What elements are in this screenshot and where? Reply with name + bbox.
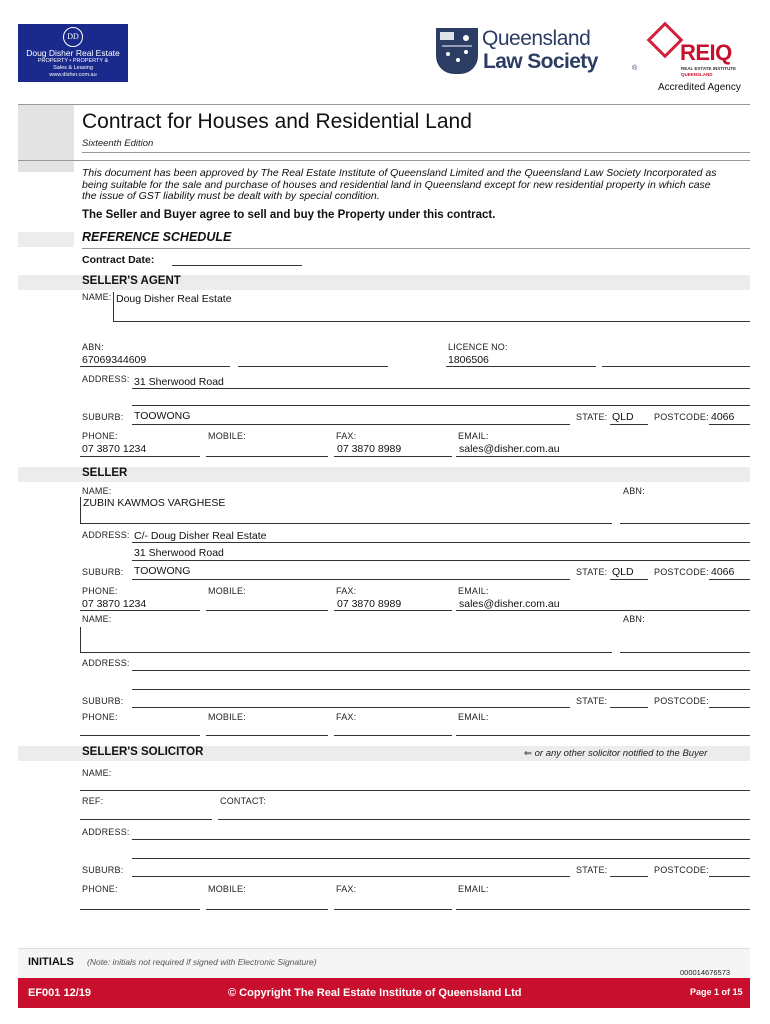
dd-logo-tag: PROPERTY • PROPERTY & xyxy=(37,58,109,64)
seller-state-line xyxy=(610,579,648,580)
agent-address-label: ADDRESS: xyxy=(82,374,130,384)
agent-suburb-value[interactable]: TOOWONG xyxy=(134,410,191,422)
initials-note: (Note: initials not required if signed with Electronic Signature) xyxy=(87,957,317,967)
title-bottom-rule xyxy=(82,152,750,153)
seller-address-label: ADDRESS: xyxy=(82,530,130,540)
footer-bar xyxy=(18,978,750,1008)
solicitor-name-label: NAME: xyxy=(82,768,112,778)
dd-monogram: DD xyxy=(63,27,83,47)
agent-name-label: NAME: xyxy=(82,292,112,302)
seller-abn-line xyxy=(620,523,750,524)
seller-state-label: STATE: xyxy=(576,567,608,577)
agent-postcode-line xyxy=(709,424,750,425)
solicitor-mobile-line[interactable] xyxy=(206,909,328,910)
solicitor-postcode-label: POSTCODE: xyxy=(654,865,709,875)
agent-postcode-value[interactable]: 4066 xyxy=(711,411,735,423)
seller2-address-label: ADDRESS: xyxy=(82,658,130,668)
agent-mobile-line xyxy=(206,456,328,457)
seller-state-value[interactable]: QLD xyxy=(612,566,634,578)
title-top-rule xyxy=(18,104,750,105)
agent-licence-value[interactable]: 1806506 xyxy=(448,354,489,366)
qls-registered: ® xyxy=(632,65,638,72)
seller2-name-line[interactable] xyxy=(80,652,612,653)
agent-phone-line xyxy=(80,456,200,457)
seller2-postcode-label: POSTCODE: xyxy=(654,696,709,706)
seller-email-line xyxy=(456,610,750,611)
seller2-state-label: STATE: xyxy=(576,696,608,706)
document-barcode-number: 000014676573 xyxy=(680,968,731,977)
seller2-name-bracket xyxy=(80,627,81,653)
seller2-postcode-line[interactable] xyxy=(709,707,750,708)
seller-suburb-value[interactable]: TOOWONG xyxy=(134,565,191,577)
seller2-phone-label: PHONE: xyxy=(82,712,118,722)
solicitor-heading: SELLER'S SOLICITOR xyxy=(82,746,204,758)
doug-disher-logo xyxy=(18,24,128,82)
qls-wordmark-bottom: Law Society xyxy=(483,50,598,73)
approval-text: This document has been approved by The Real Estate Institute of Queensland Limited and the Queensland Law Society Incorporated as being suitable for the sale and purchase of houses and residential land in Queensland except for new residential property in which case the issue of GST liability must be dealt with by special condition. xyxy=(82,167,717,202)
dd-logo-name: Doug Disher Real Estate xyxy=(26,48,120,58)
sellers-agent-heading: SELLER'S AGENT xyxy=(82,275,181,287)
reiq-diamond-icon xyxy=(647,22,684,59)
seller-address-rule xyxy=(132,542,750,543)
seller-mobile-label: MOBILE: xyxy=(208,586,246,596)
copyright: © Copyright The Real Estate Institute of Queensland Ltd xyxy=(228,987,522,999)
seller2-fax-label: FAX: xyxy=(336,712,357,722)
contract-date-field[interactable] xyxy=(172,265,302,266)
qls-crest-icon xyxy=(436,28,478,74)
seller-name-value[interactable]: ZUBIN KAWMOS VARGHESE xyxy=(83,497,226,509)
seller-address-line1[interactable]: C/- Doug Disher Real Estate xyxy=(134,530,267,542)
agent-state-label: STATE: xyxy=(576,412,608,422)
solicitor-suburb-line[interactable] xyxy=(132,876,570,877)
solicitor-postcode-line[interactable] xyxy=(709,876,750,877)
seller2-mobile-line[interactable] xyxy=(206,735,328,736)
agent-licence-label: LICENCE NO: xyxy=(448,342,508,352)
agent-fax-line xyxy=(334,456,452,457)
agent-address-line xyxy=(132,388,750,389)
agent-abn-value[interactable]: 67069344609 xyxy=(82,354,147,366)
agent-email-label: EMAIL: xyxy=(458,431,489,441)
agent-licence-line2 xyxy=(602,366,750,367)
seller-name-bracket xyxy=(80,497,81,523)
solicitor-ref-line[interactable] xyxy=(80,819,212,820)
seller2-address-line2[interactable] xyxy=(132,689,750,690)
seller-name-label: NAME: xyxy=(82,486,112,496)
solicitor-address-label: ADDRESS: xyxy=(82,827,130,837)
solicitor-mobile-label: MOBILE: xyxy=(208,884,246,894)
seller-heading: SELLER xyxy=(82,467,128,479)
seller2-address-line[interactable] xyxy=(132,670,750,671)
agent-address-line2 xyxy=(132,405,750,406)
agent-postcode-label: POSTCODE: xyxy=(654,412,709,422)
solicitor-note xyxy=(524,748,707,759)
solicitor-state-label: STATE: xyxy=(576,865,608,875)
reference-bar xyxy=(18,232,74,247)
seller2-email-line[interactable] xyxy=(456,735,750,736)
agent-abn-label: ABN: xyxy=(82,342,104,352)
agent-name-value[interactable]: Doug Disher Real Estate xyxy=(116,293,232,305)
agent-fax-label: FAX: xyxy=(336,431,357,441)
solicitor-state-line[interactable] xyxy=(610,876,648,877)
seller-bar xyxy=(18,467,750,482)
solicitor-contact-label: CONTACT: xyxy=(220,796,266,806)
seller2-suburb-label: SUBURB: xyxy=(82,696,124,706)
seller2-phone-line[interactable] xyxy=(80,735,200,736)
solicitor-email-line[interactable] xyxy=(456,909,750,910)
solicitor-address-line2[interactable] xyxy=(132,858,750,859)
seller-address-rule2 xyxy=(132,560,750,561)
seller-suburb-line xyxy=(132,579,570,580)
agent-state-line xyxy=(610,424,648,425)
dd-logo-web: www.disher.com.au xyxy=(49,72,97,78)
agent-state-value[interactable]: QLD xyxy=(612,411,634,423)
agent-suburb-label: SUBURB: xyxy=(82,412,124,422)
reference-rule xyxy=(82,248,750,249)
initials-label: INITIALS xyxy=(28,956,74,968)
seller-suburb-label: SUBURB: xyxy=(82,567,124,577)
reference-schedule-heading: REFERENCE SCHEDULE xyxy=(82,230,232,244)
seller2-email-label: EMAIL: xyxy=(458,712,489,722)
agent-email-line xyxy=(456,456,750,457)
page-number: Page 1 of 15 xyxy=(690,987,743,997)
agent-phone-value[interactable]: 07 3870 1234 xyxy=(82,443,147,455)
solicitor-fax-label: FAX: xyxy=(336,884,357,894)
title-side-box xyxy=(18,104,74,172)
seller-postcode-label: POSTCODE: xyxy=(654,567,709,577)
agent-fax-value[interactable]: 07 3870 8989 xyxy=(337,443,402,455)
agent-abn-line2 xyxy=(238,366,388,367)
seller2-name-label: NAME: xyxy=(82,614,112,624)
solicitor-suburb-label: SUBURB: xyxy=(82,865,124,875)
seller-fax-value[interactable]: 07 3870 8989 xyxy=(337,598,402,610)
solicitor-address-line[interactable] xyxy=(132,839,750,840)
seller-fax-line xyxy=(334,610,452,611)
qls-wordmark-top: Queensland xyxy=(482,27,591,50)
agent-address-value[interactable]: 31 Sherwood Road xyxy=(134,376,224,388)
agent-suburb-line xyxy=(132,424,570,425)
title-section-rule xyxy=(18,160,750,161)
seller-phone-line xyxy=(80,610,200,611)
agreement-text: The Seller and Buyer agree to sell and buy the Property under this contract. xyxy=(82,209,496,221)
agent-abn-line xyxy=(80,366,230,367)
reiq-subtitle-state: QUEENSLAND xyxy=(681,72,713,77)
page-title: Contract for Houses and Residential Land xyxy=(82,110,472,133)
edition: Sixteenth Edition xyxy=(82,138,154,149)
solicitor-phone-line[interactable] xyxy=(80,909,200,910)
agent-mobile-label: MOBILE: xyxy=(208,431,246,441)
agent-name-line xyxy=(113,321,750,322)
agent-name-bracket xyxy=(113,292,114,322)
seller-fax-label: FAX: xyxy=(336,586,357,596)
agent-licence-line xyxy=(446,366,596,367)
agent-phone-label: PHONE: xyxy=(82,431,118,441)
seller-email-value[interactable]: sales@disher.com.au xyxy=(459,598,560,610)
contract-date-label: Contract Date: xyxy=(82,254,155,266)
seller2-abn-line[interactable] xyxy=(620,652,750,653)
seller-abn-label: ABN: xyxy=(623,486,645,496)
seller-name-line xyxy=(80,523,612,524)
solicitor-email-label: EMAIL: xyxy=(458,884,489,894)
form-code: EF001 12/19 xyxy=(28,987,91,999)
left-arrow-icon: ⇐ xyxy=(524,748,532,759)
seller2-abn-label: ABN: xyxy=(623,614,645,624)
seller-mobile-line xyxy=(206,610,328,611)
seller2-state-line[interactable] xyxy=(610,707,648,708)
seller-phone-value[interactable]: 07 3870 1234 xyxy=(82,598,147,610)
dd-logo-tag2: Sales & Leasing xyxy=(53,65,93,71)
seller-address-line2[interactable]: 31 Sherwood Road xyxy=(134,547,224,559)
reiq-subtitle: REAL ESTATE INSTITUTE xyxy=(681,66,737,71)
solicitor-note-text: or any other solicitor notified to the Buyer xyxy=(534,748,708,759)
seller2-fax-line[interactable] xyxy=(334,735,452,736)
seller2-suburb-line[interactable] xyxy=(132,707,570,708)
solicitor-ref-label: REF: xyxy=(82,796,104,806)
accredited-agency: Accredited Agency xyxy=(658,82,741,93)
seller-postcode-value[interactable]: 4066 xyxy=(711,566,735,578)
solicitor-fax-line[interactable] xyxy=(334,909,452,910)
agent-email-value[interactable]: sales@disher.com.au xyxy=(459,443,560,455)
solicitor-contact-line[interactable] xyxy=(218,819,750,820)
seller-postcode-line xyxy=(709,579,750,580)
seller-email-label: EMAIL: xyxy=(458,586,489,596)
solicitor-name-line[interactable] xyxy=(80,790,750,791)
solicitor-phone-label: PHONE: xyxy=(82,884,118,894)
seller2-mobile-label: MOBILE: xyxy=(208,712,246,722)
seller-phone-label: PHONE: xyxy=(82,586,118,596)
reiq-wordmark: REIQ xyxy=(680,40,732,65)
